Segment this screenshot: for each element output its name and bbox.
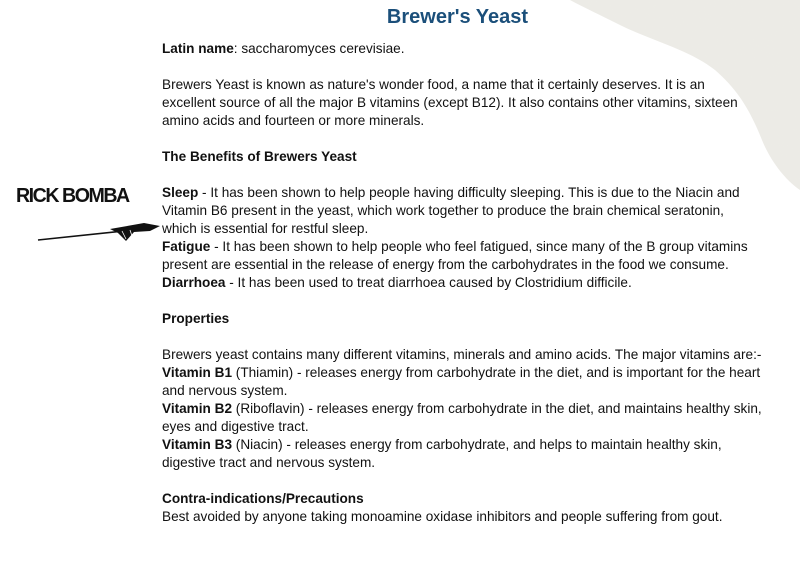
page-title: Brewer's Yeast	[386, 6, 529, 28]
rick-bomba-logo	[14, 185, 164, 255]
benefits-heading: The Benefits of Brewers Yeast	[162, 149, 357, 164]
latin-name-value: : saccharomyces cerevisiae.	[233, 41, 405, 56]
vitamin-term: Vitamin B3	[162, 437, 233, 452]
dart-icon	[14, 205, 164, 255]
vitamin-item-b2	[162, 400, 762, 436]
benefit-item-fatigue	[162, 238, 762, 274]
vitamin-text: (Niacin) - releases energy from carbohydrate, and helps to maintain healthy skin, digestive tract and nervous system.	[162, 437, 722, 470]
latin-name-line	[162, 40, 762, 58]
benefit-item-diarrhoea	[162, 274, 762, 292]
article-content	[162, 40, 762, 526]
properties-heading: Properties	[162, 311, 230, 326]
benefit-text: - It has been shown to help people who feel fatigued, since many of the B group vitamins present are essential in the release of energy from the carbohydrates in the food we consume.	[162, 239, 748, 272]
vitamin-term: Vitamin B2	[162, 401, 233, 416]
benefit-text: - It has been shown to help people having difficulty sleeping. This is due to the Niacin and Vitamin B6 present in the yeast, which work together to produce the brain chemical seratonin, which is essential for restful sleep.	[162, 185, 740, 236]
contra-text: Best avoided by anyone taking monoamine oxidase inhibitors and people suffering from gout.	[162, 509, 723, 524]
intro-paragraph: Brewers Yeast is known as nature's wonder food, a name that it certainly deserves. It is an excellent source of all the major B vitamins (except B12). It also contains other vitamins, sixteen amino acids and fourteen or more minerals.	[162, 77, 738, 128]
benefit-term: Fatigue	[162, 239, 211, 254]
vitamin-item-b3	[162, 436, 762, 472]
vitamin-term: Vitamin B1	[162, 365, 233, 380]
vitamin-item-b1	[162, 364, 762, 400]
latin-name-label: Latin name	[162, 41, 234, 56]
benefit-text: - It has been used to treat diarrhoea caused by Clostridium difficile.	[225, 275, 632, 290]
properties-intro: Brewers yeast contains many different vitamins, minerals and amino acids. The major vitamins are:-	[162, 347, 762, 362]
vitamin-text: (Riboflavin) - releases energy from carbohydrate in the diet, and maintains healthy skin, eyes and digestive tract.	[162, 401, 762, 434]
vitamin-text: (Thiamin) - releases energy from carbohydrate in the diet, and is important for the heart and nervous system.	[162, 365, 761, 398]
benefit-term: Sleep	[162, 185, 199, 200]
benefit-item-sleep	[162, 184, 762, 238]
benefit-term: Diarrhoea	[162, 275, 226, 290]
logo-text: RICK BOMBA	[16, 185, 129, 207]
contra-heading: Contra-indications/Precautions	[162, 491, 364, 506]
